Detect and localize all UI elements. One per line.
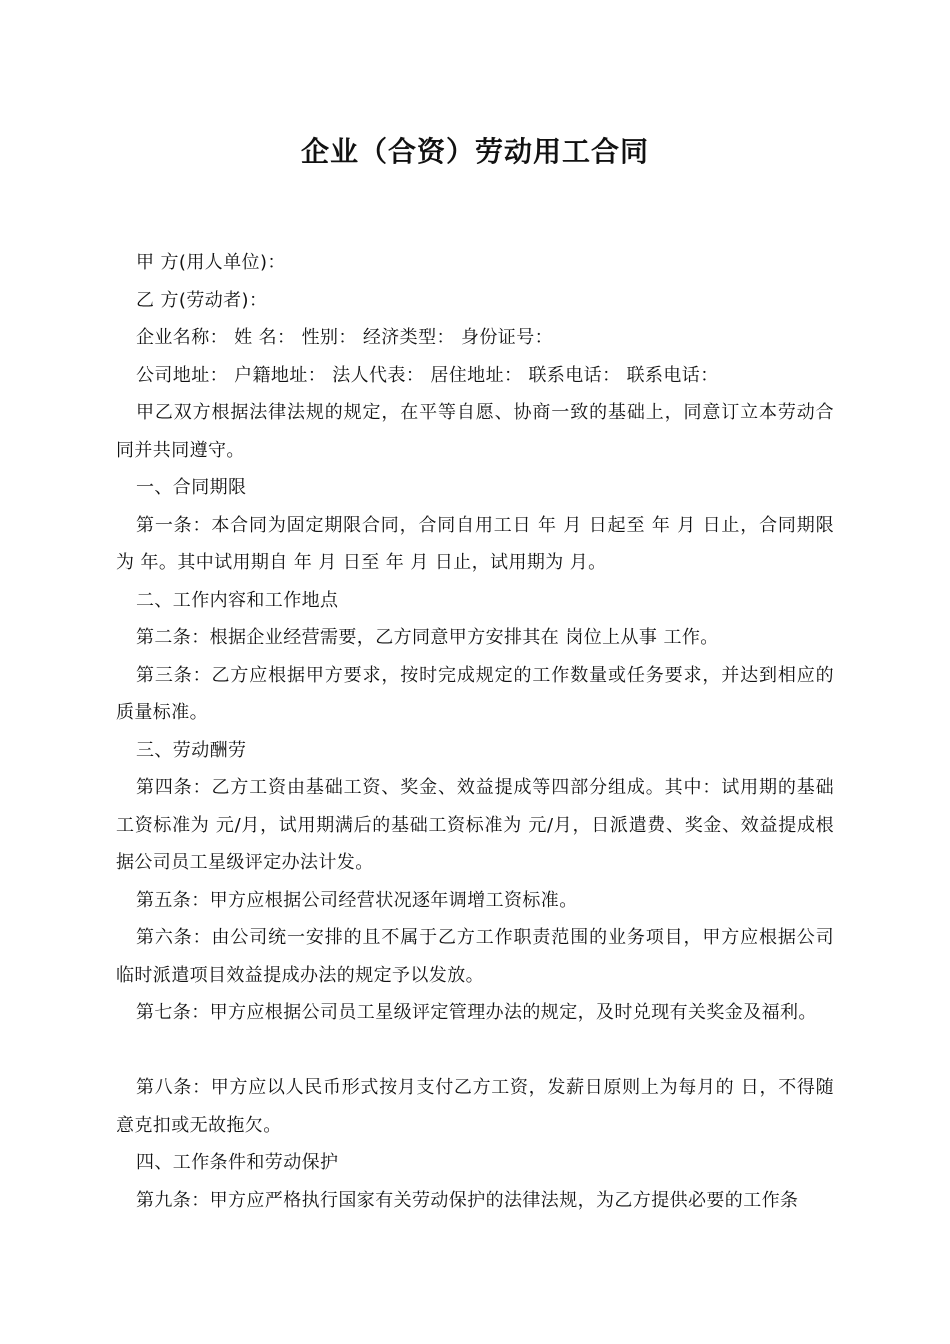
article-8: 第八条：甲方应以人民币形式按月支付乙方工资，发薪日原则上为每月的 日，不得随意克扣或无故拖欠。 [116, 1077, 834, 1136]
section-heading-pay: 三、劳动酬劳 [136, 739, 247, 761]
section-heading-term: 一、合同期限 [136, 477, 247, 498]
document-body [116, 244, 834, 1219]
article-9: 第九条：甲方应严格执行国家有关劳动保护的法律法规，为乙方提供必要的工作条 [136, 1189, 799, 1211]
article-1: 第一条：本合同为固定期限合同，合同自用工日 年 月 日起至 年 月 日止，合同期限为 年。其中试用期自 年 月 日至 年 月 日止，试用期为 月。 [116, 514, 834, 573]
section-heading-conditions: 四、工作条件和劳动保护 [136, 1152, 339, 1173]
info-fields-line-2: 公司地址： 户籍地址： 法人代表： 居住地址： 联系电话： 联系电话： [136, 364, 719, 386]
blank-line [116, 1032, 834, 1070]
section-heading-work: 二、工作内容和工作地点 [136, 589, 339, 611]
document-title: 企业（合资）劳动用工合同 [300, 135, 649, 168]
article-4: 第四条：乙方工资由基础工资、奖金、效益提成等四部分组成。其中：试用期的基础工资标准为 元/月，试用期满后的基础工资标准为 元/月，日派遣费、奖金、效益提成根据公司员工星级评定办法计发。 [116, 777, 834, 873]
preamble-paragraph: 甲乙双方根据法律法规的规定，在平等自愿、协商一致的基础上，同意订立本劳动合同并共同遵守。 [116, 402, 834, 461]
article-3: 第三条：乙方应根据甲方要求，按时完成规定的工作数量或任务要求，并达到相应的质量标准。 [116, 664, 834, 723]
article-7: 第七条：甲方应根据公司员工星级评定管理办法的规定，及时兑现有关奖金及福利。 [136, 1002, 817, 1023]
info-fields-line-1: 企业名称： 姓 名： 性别： 经济类型： 身份证号： [136, 327, 554, 348]
article-2: 第二条：根据企业经营需要，乙方同意甲方安排其在 岗位上从事 工作。 [136, 627, 719, 648]
article-6: 第六条：由公司统一安排的且不属于乙方工作职责范围的业务项目，甲方应根据公司临时派遣项目效益提成办法的规定予以发放。 [116, 927, 834, 986]
article-5: 第五条：甲方应根据公司经营状况逐年调增工资标准。 [136, 889, 578, 911]
party-a-line: 甲 方(用人单位)： [136, 252, 286, 273]
party-b-line: 乙 方(劳动者)： [136, 289, 268, 311]
